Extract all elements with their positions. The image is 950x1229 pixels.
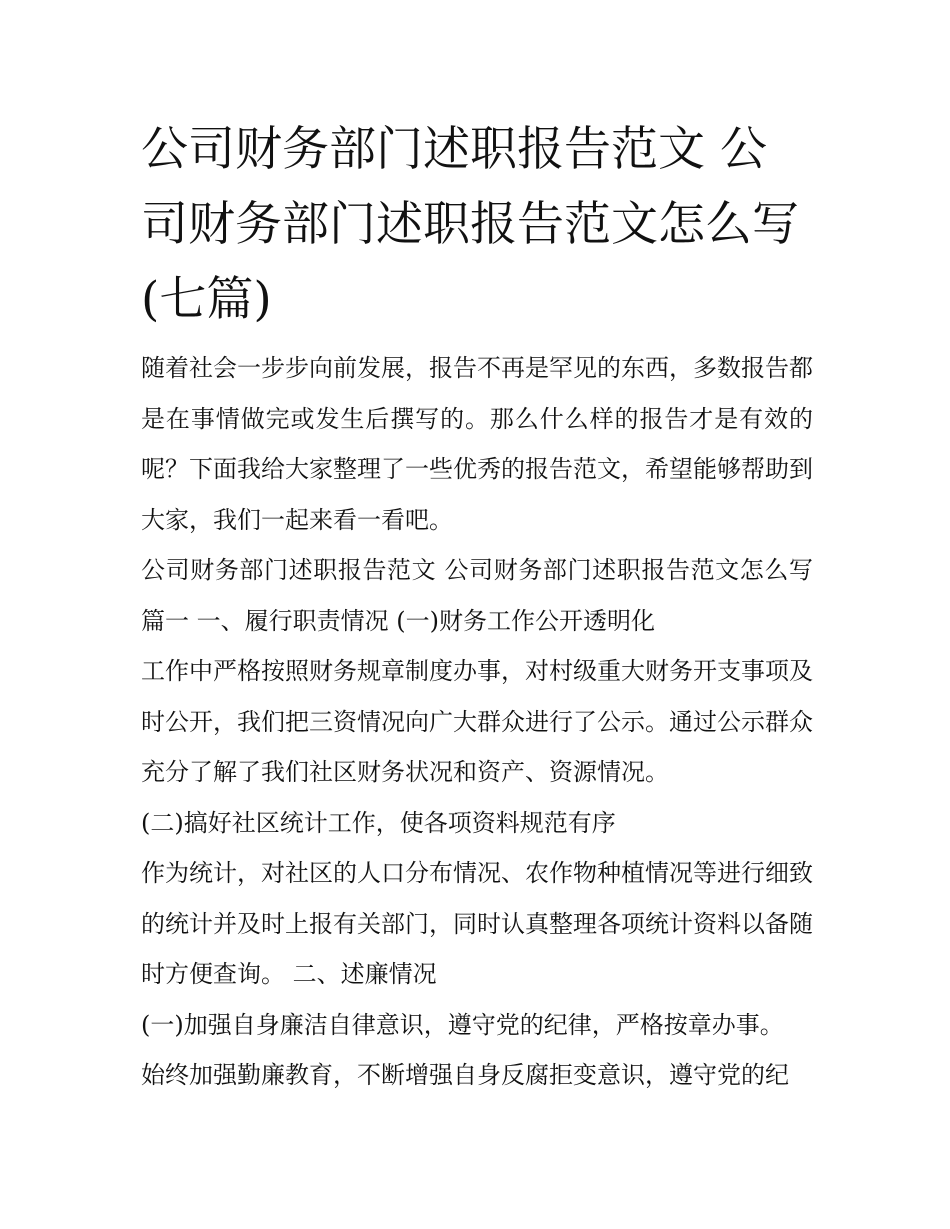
document-body [141,343,813,1101]
paragraph-section-heading: 公司财务部门述职报告范文 公司财务部门述职报告范文怎么写篇一 一、履行职责情况 (一)财务工作公开透明化 [141,556,813,635]
document-content [141,112,813,1101]
paragraph-integrity-heading: (一)加强自身廉洁自律意识，遵守党的纪律，严格按章办事。 [141,1010,784,1039]
paragraph-finance-transparency: 工作中严格按照财务规章制度办事，对村级重大财务开支事项及时公开，我们把三资情况向广大群众进行了公示。通过公示群众充分了解了我们社区财务状况和资产、资源情况。 [141,657,813,786]
paragraph-integrity-body: 始终加强勤廉教育，不断增强自身反腐拒变意识，遵守党的纪 [141,1061,789,1089]
paragraph-statistics-body: 作为统计，对社区的人口分布情况、农作物种植情况等进行细致的统计并及时上报有关部门，同时认真整理各项统计资料以备随时方便查询。 二、述廉情况 [141,859,813,988]
paragraph-statistics-heading: (二)搞好社区统计工作，使各项资料规范有序 [141,808,616,837]
document-title: 公司财务部门述职报告范文 公司财务部门述职报告范文怎么写(七篇) [141,122,799,327]
paragraph-intro: 随着社会一步步向前发展，报告不再是罕见的东西，多数报告都是在事情做完或发生后撰写的。那么什么样的报告才是有效的呢？下面我给大家整理了一些优秀的报告范文，希望能够帮助到大家，我们一起来看一看吧。 [141,354,813,534]
